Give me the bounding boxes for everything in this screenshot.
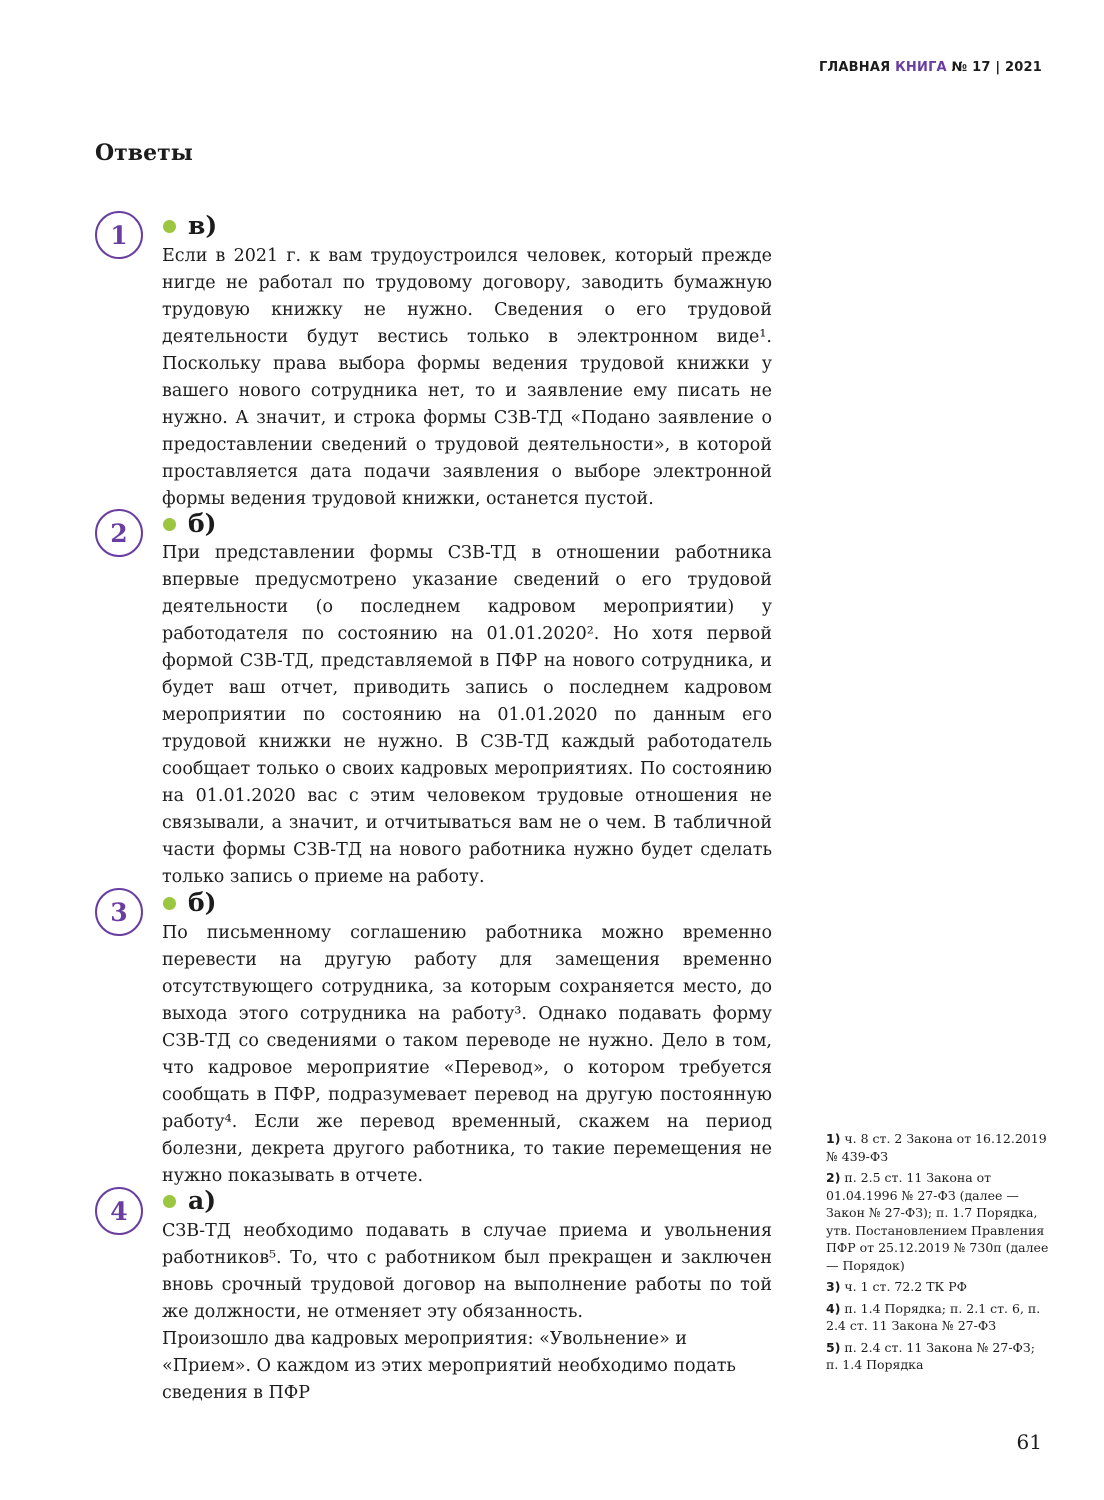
- answer-letter: б): [188, 509, 217, 538]
- page-number: 61: [1016, 1430, 1042, 1454]
- footnotes: [826, 1130, 1051, 1378]
- answer-number-badge: 3: [95, 888, 143, 936]
- bullet-dot-icon: [163, 220, 176, 233]
- footnote: [826, 1339, 1051, 1374]
- footnote-number: 2): [826, 1170, 841, 1185]
- masthead: [819, 60, 1042, 75]
- footnote: [826, 1300, 1051, 1335]
- footnote-text: ч. 1 ст. 72.2 ТК РФ: [844, 1279, 967, 1294]
- answer-number-badge: 4: [95, 1187, 143, 1235]
- footnote-text: п. 2.5 ст. 11 Закона от 01.04.1996 № 27-ФЗ (далее — Закон № 27-ФЗ); п. 1.7 Порядка, утв. Постановлением Правления ПФР от 25.12.2019 № 730п (далее — Порядок): [826, 1170, 1049, 1273]
- masthead-brand: ГЛАВНАЯ: [818, 60, 891, 75]
- answer-paragraph: По письменному соглашению работника можно временно перевести на другую работу для замещения временно отсутствующего сотрудника, за которым сохраняется место, до выхода этого сотрудника на работу³. Однако подавать форму СЗВ-ТД со сведениями о таком переводе не нужно. Дело в том, что кадровое мероприятие «Перевод», о котором требуется сообщать в ПФР, подразумевает перевод на другую постоянную работу⁴. Если же перевод временный, скажем на период болезни, декрета другого работника, то такие перемещения не нужно показывать в отчете.: [162, 923, 772, 1186]
- footnote-number: 5): [826, 1339, 841, 1355]
- answer-body: [162, 243, 772, 513]
- answer-number-badge: 1: [95, 211, 143, 259]
- bullet-dot-icon: [163, 1195, 176, 1208]
- section-title: Ответы: [95, 140, 193, 166]
- answer-letter-row: [163, 888, 217, 918]
- answer-body: [162, 1218, 772, 1407]
- footnote: [826, 1278, 1051, 1296]
- answer-letter: б): [188, 888, 217, 917]
- answer-letter: а): [188, 1186, 217, 1215]
- footnote: [826, 1130, 1051, 1165]
- footnote-number: 4): [826, 1300, 841, 1316]
- bullet-dot-icon: [163, 518, 176, 531]
- answer-paragraph: Произошло два кадровых мероприятия: «Увольнение» и «Прием». О каждом из этих мероприятий необходимо подать сведения в ПФР: [162, 1329, 736, 1403]
- answer-body: [162, 540, 772, 891]
- footnote-text: п. 2.4 ст. 11 Закона № 27-ФЗ; п. 1.4 Порядка: [826, 1339, 1035, 1372]
- footnote-text: ч. 8 ст. 2 Закона от 16.12.2019 № 439-ФЗ: [826, 1131, 1047, 1164]
- masthead-issue: № 17 | 2021: [951, 60, 1042, 75]
- footnote-text: п. 1.4 Порядка; п. 2.1 ст. 6, п. 2.4 ст. 11 Закона № 27-ФЗ: [826, 1300, 1041, 1333]
- answer-paragraph: СЗВ-ТД необходимо подавать в случае приема и увольнения работников⁵. То, что с работником был прекращен и заключен вновь срочный трудовой договор на выполнение работы по той же должности, не отменяет эту обязанность.: [162, 1221, 772, 1322]
- answer-body: [162, 920, 772, 1190]
- footnote-number: 1): [826, 1131, 841, 1146]
- answer-paragraph: Если в 2021 г. к вам трудоустроился человек, который прежде нигде не работал по трудовому договору, заводить бумажную трудовую книжку не нужно. Сведения о его трудовой деятельности будут вестись только в электронном виде¹. Поскольку права выбора формы ведения трудовой книжки у вашего нового сотрудника нет, то и заявление ему писать не нужно. А значит, и строка формы СЗВ-ТД «Подано заявление о предоставлении сведений о трудовой деятельности», в которой проставляется дата подачи заявления о выборе электронной формы ведения трудовой книжки, останется пустой.: [162, 246, 772, 509]
- answer-letter-row: [163, 1186, 216, 1216]
- footnote-number: 3): [826, 1279, 841, 1294]
- answer-paragraph: При представлении формы СЗВ-ТД в отношении работника впервые предусмотрено указание сведений о его трудовой деятельности (о последнем кадровом мероприятии) у работодателя по состоянию на 01.01.2020². Но хотя первой формой СЗВ-ТД, представляемой в ПФР на нового сотрудника, и будет ваш отчет, приводить запись о последнем кадровом мероприятии по состоянию на 01.01.2020 по данным его трудовой книжки не нужно. В СЗВ-ТД каждый работодатель сообщает только о своих кадровых мероприятиях. По состоянию на 01.01.2020 вас с этим человеком трудовые отношения не связывали, а значит, и отчитываться вам не о чем. В табличной части формы СЗВ-ТД на нового работника нужно будет сделать только запись о приеме на работу.: [162, 543, 772, 887]
- footnote: [826, 1169, 1051, 1274]
- masthead-brand-accent: КНИГА: [895, 60, 947, 75]
- answer-letter-row: [163, 211, 217, 241]
- answer-letter-row: [163, 509, 217, 539]
- answer-number-badge: 2: [95, 509, 143, 557]
- bullet-dot-icon: [163, 897, 176, 910]
- answer-letter: в): [188, 211, 218, 240]
